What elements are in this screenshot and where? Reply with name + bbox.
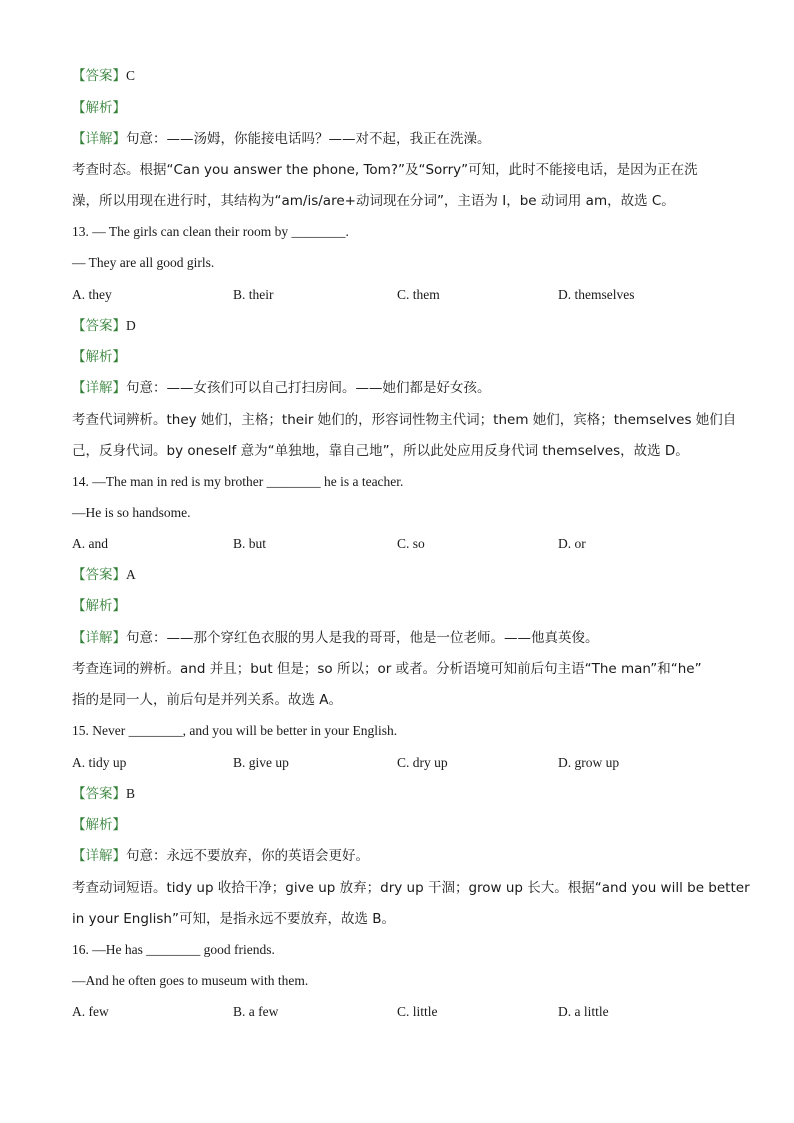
question-reply: — They are all good girls. <box>72 255 215 270</box>
detail-line <box>72 130 732 148</box>
option-c: C. them <box>397 287 440 302</box>
explain-line: 考查动词短语。tidy up 收拾干净；give up 放弃；dry up 干涸；grow up 长大。根据“and you will be better <box>72 880 750 896</box>
explain-line: 考查代词辨析。they 她们，主格；their 她们的，形容词性物主代词；them 她们，宾格；themselves 她们自 <box>72 412 737 428</box>
answer-tag: 【答案】 <box>72 567 126 583</box>
answer-line <box>72 317 732 335</box>
answer-value: C <box>126 68 136 83</box>
explain-line: 己，反身代词。by oneself 意为“单独地，靠自己地”，所以此处应用反身代词 themselves，故选 D。 <box>72 443 689 459</box>
explain-line: 考查时态。根据“Can you answer the phone, Tom?”及“Sorry”可知，此时不能接电话，是因为正在洗 <box>72 162 698 178</box>
question-stem: 14. —The man in red is my brother ________ he is a teacher. <box>72 474 404 489</box>
answer-tag: 【答案】 <box>72 68 126 84</box>
question-stem: 15. Never ________, and you will be better in your English. <box>72 723 398 738</box>
option-d: D. a little <box>558 1004 609 1019</box>
question-stem: 16. —He has ________ good friends. <box>72 942 275 957</box>
answer-tag: 【答案】 <box>72 786 126 802</box>
detail-text: 句意：——女孩们可以自己打扫房间。——她们都是好女孩。 <box>126 380 491 396</box>
option-a: A. few <box>72 1004 109 1019</box>
option-d: D. or <box>558 536 586 551</box>
analysis-tag: 【解析】 <box>72 349 126 365</box>
detail-text: 句意：——汤姆，你能接电话吗？——对不起，我正在洗澡。 <box>126 131 491 147</box>
analysis-tag: 【解析】 <box>72 817 126 833</box>
detail-tag: 【详解】 <box>72 848 126 864</box>
question-stem: 13. — The girls can clean their room by ________. <box>72 224 349 239</box>
explain-line: 澡，所以用现在进行时，其结构为“am/is/are+动词现在分词”，主语为 I，be 动词用 am，故选 C。 <box>72 193 675 209</box>
explain-line: in your English”可知，是指永远不要放弃，故选 B。 <box>72 911 396 927</box>
option-d: D. grow up <box>558 755 620 770</box>
answer-line <box>72 67 732 85</box>
explain-line: 指的是同一人，前后句是并列关系。故选 A。 <box>72 692 343 708</box>
option-a: A. they <box>72 287 112 302</box>
answer-value: D <box>126 318 136 333</box>
option-b: B. a few <box>233 1004 279 1019</box>
option-c: C. dry up <box>397 755 448 770</box>
option-b: B. their <box>233 287 274 302</box>
answer-line <box>72 785 732 803</box>
question-reply: —He is so handsome. <box>72 505 191 520</box>
detail-tag: 【详解】 <box>72 131 126 147</box>
detail-line <box>72 379 732 397</box>
option-a: A. tidy up <box>72 755 127 770</box>
answer-value: A <box>126 567 136 582</box>
explain-line: 考查连词的辨析。and 并且；but 但是；so 所以；or 或者。分析语境可知前后句主语“The man”和“he” <box>72 661 702 677</box>
question-reply: —And he often goes to museum with them. <box>72 973 309 988</box>
detail-tag: 【详解】 <box>72 630 126 646</box>
option-a: A. and <box>72 536 108 551</box>
option-b: B. give up <box>233 755 289 770</box>
detail-line <box>72 847 732 865</box>
option-d: D. themselves <box>558 287 635 302</box>
answer-line <box>72 566 732 584</box>
detail-text: 句意：——那个穿红色衣服的男人是我的哥哥，他是一位老师。——他真英俊。 <box>126 630 599 646</box>
option-b: B. but <box>233 536 267 551</box>
analysis-tag: 【解析】 <box>72 100 126 116</box>
detail-text: 句意：永远不要放弃，你的英语会更好。 <box>126 848 369 864</box>
detail-tag: 【详解】 <box>72 380 126 396</box>
option-c: C. little <box>397 1004 438 1019</box>
detail-line <box>72 629 732 647</box>
analysis-tag: 【解析】 <box>72 598 126 614</box>
answer-value: B <box>126 786 136 801</box>
option-c: C. so <box>397 536 425 551</box>
answer-tag: 【答案】 <box>72 318 126 334</box>
